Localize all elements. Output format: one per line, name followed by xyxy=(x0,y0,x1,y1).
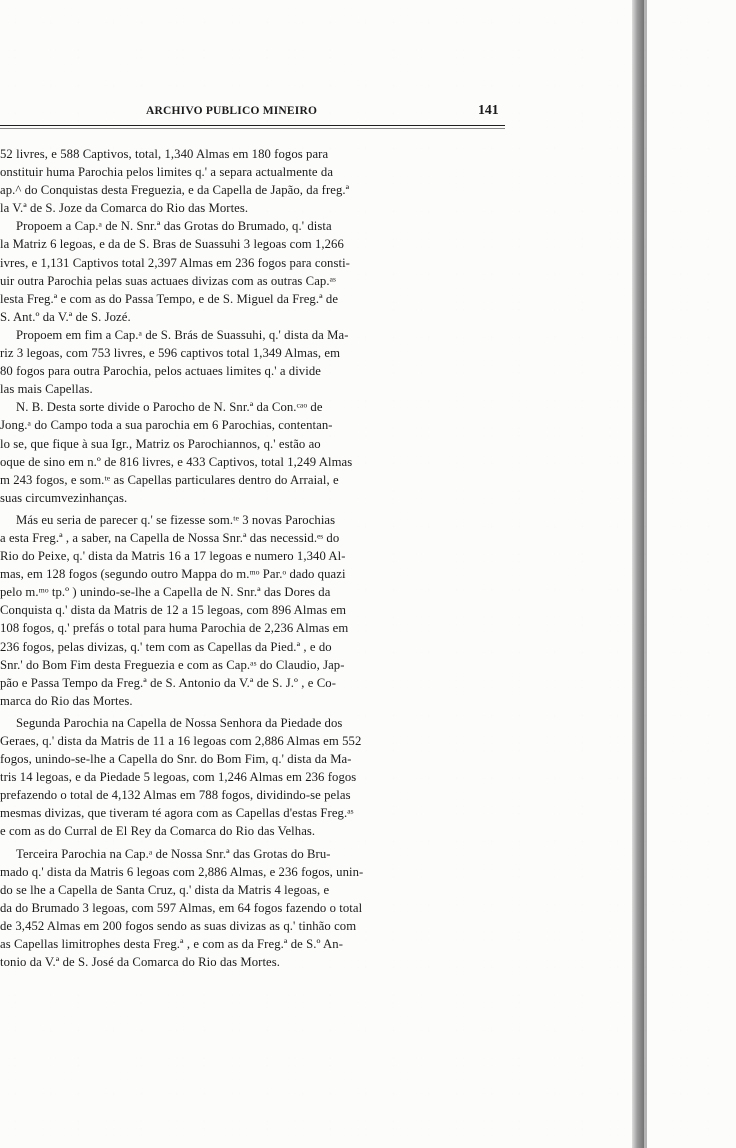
text-line: mado q.' dista da Matris 6 legoas com 2,886 Almas, e 236 fogos, unin- xyxy=(0,864,364,879)
text-line: pelo m.ᵐᵒ tp.º ) unindo-se-lhe a Capella de N. Snr.ª das Dores da xyxy=(0,585,331,600)
text-line: N. B. Desta sorte divide o Parocho de N. Snr.ª da Con.ᶜᵃᵒ de xyxy=(16,400,323,415)
text-line: la Matriz 6 legoas, e da de S. Bras de Suassuhi 3 legoas com 1,266 xyxy=(0,237,344,252)
text-line: de 3,452 Almas em 200 fogos sendo as suas divizas as q.' tinhão com xyxy=(0,918,357,933)
text-line: fogos, unindo-se-lhe a Capella do Snr. do Bom Fim, q.' dista da Ma- xyxy=(0,752,352,767)
paragraph-4 xyxy=(0,398,505,507)
text-line: 80 fogos para outra Parochia, pelos actuaes limites q.' a divide xyxy=(0,364,321,379)
text-line: marca do Rio das Mortes. xyxy=(0,693,133,708)
paragraph-6 xyxy=(0,714,505,841)
text-line: las mais Capellas. xyxy=(0,382,93,397)
text-line: Propoem em fim a Cap.ᵃ de S. Brás de Suassuhi, q.' dista da Ma- xyxy=(16,327,349,342)
text-line: suas circumvezinhanças. xyxy=(0,490,128,505)
header-rule xyxy=(0,125,505,126)
text-line: mesmas divizas, que tiveram té agora com as Capellas d'estas Freg.ᵃˢ xyxy=(0,806,354,821)
text-line: 236 fogos, pelas divizas, q.' tem com as Capellas da Pied.ª , e do xyxy=(0,639,332,654)
text-line: tris 14 legoas, e da Piedade 5 legoas, com 1,246 Almas em 236 fogos xyxy=(0,770,357,785)
text-line: Segunda Parochia na Capella de Nossa Senhora da Piedade dos xyxy=(16,715,343,730)
text-line: oque de sino em n.º de 816 livres, e 433 Captivos, total 1,249 Almas xyxy=(0,454,353,469)
text-line: onstituir huma Parochia pelos limites q.' a separa actualmente da xyxy=(0,165,334,180)
text-line: riz 3 legoas, com 753 livres, e 596 captivos total 1,349 Almas, em xyxy=(0,346,341,361)
text-line: ivres, e 1,131 Captivos total 2,397 Almas em 236 fogos para consti- xyxy=(0,255,350,270)
paragraph-7 xyxy=(0,845,505,972)
text-line: la V.ª de S. Joze da Comarca do Rio das Mortes. xyxy=(0,201,249,216)
text-line: lo se, que fique à sua Igr., Matriz os Parochiannos, q.' estão ao xyxy=(0,436,321,451)
page-number: 141 xyxy=(478,102,499,117)
text-line: uir outra Parochia pelas suas actuaes divizas com as outras Cap.ᵃˢ xyxy=(0,273,336,288)
text-line: Jong.ᵃ do Campo toda a sua parochia em 6 Parochias, contentan- xyxy=(0,418,333,433)
text-line: prefazendo o total de 4,132 Almas em 788 fogos, dividindo-se pelas xyxy=(0,788,351,803)
text-line: S. Ant.º da V.ª de S. Jozé. xyxy=(0,309,131,324)
text-line: Terceira Parochia na Cap.ᵃ de Nossa Snr.ª das Grotas do Bru- xyxy=(16,846,331,861)
text-line: Geraes, q.' dista da Matris de 11 a 16 legoas com 2,886 Almas em 552 xyxy=(0,734,362,748)
paragraph-1 xyxy=(0,145,505,217)
text-line: as Capellas limitrophes desta Freg.ª , e com as da Freg.ª de S.º An- xyxy=(0,937,344,952)
text-line: Propoem a Cap.ᵃ de N. Snr.ª das Grotas do Brumado, q.' dista xyxy=(16,219,332,234)
text-line: lesta Freg.ª e com as do Passa Tempo, e de S. Miguel da Freg.ª de xyxy=(0,291,339,306)
text-line: a esta Freg.ª , a saber, na Capella de Nossa Snr.ª das necessid.ᵉˢ do xyxy=(0,530,340,545)
text-line: Rio do Peixe, q.' dista da Matris 16 a 17 legoas e numero 1,340 Al- xyxy=(0,549,346,564)
header-title: ARCHIVO PUBLICO MINEIRO xyxy=(146,105,318,117)
paragraph-3 xyxy=(0,326,505,398)
text-line: e com as do Curral de El Rey da Comarca do Rio das Velhas. xyxy=(0,824,316,839)
paragraph-5 xyxy=(0,511,505,710)
text-line: Más eu seria de parecer q.' se fizesse som.ᵗᵉ 3 novas Parochias xyxy=(16,512,336,527)
text-line: 108 fogos, q.' prefás o total para huma Parochia de 2,236 Almas em xyxy=(0,621,349,636)
text-line: 52 livres, e 588 Captivos, total, 1,340 Almas em 180 fogos para xyxy=(0,147,329,161)
text-line: do se lhe a Capella de Santa Cruz, q.' dista da Matris 4 legoas, e xyxy=(0,882,330,897)
paragraph-2 xyxy=(0,217,505,326)
text-line: m 243 fogos, e som.ᵗᵉ as Capellas particulares dentro do Arraial, e xyxy=(0,472,339,487)
document-body xyxy=(0,145,505,971)
header-rule-secondary xyxy=(0,128,505,129)
text-line: da do Brumado 3 legoas, com 597 Almas, em 64 fogos fazendo o total xyxy=(0,900,363,915)
text-line: mas, em 128 fogos (segundo outro Mappa do m.ᵐᵒ Par.ᵒ dado quazi xyxy=(0,567,346,582)
text-line: Snr.' do Bom Fim desta Freguezia e com as Cap.ᵃˢ do Claudio, Jap- xyxy=(0,657,345,672)
text-line: Conquista q.' dista da Matris de 12 a 15 legoas, com 896 Almas em xyxy=(0,603,347,618)
page-gutter-shadow xyxy=(632,0,644,1148)
page-header xyxy=(0,104,505,132)
text-line: tonio da V.ª de S. José da Comarca do Rio das Mortes. xyxy=(0,955,281,970)
text-line: ap.^ do Conquistas desta Freguezia, e da Capella de Japão, da freg.ª xyxy=(0,183,350,198)
text-line: pão e Passa Tempo da Freg.ª de S. Antonio da V.ª de S. J.º , e Co- xyxy=(0,675,337,690)
